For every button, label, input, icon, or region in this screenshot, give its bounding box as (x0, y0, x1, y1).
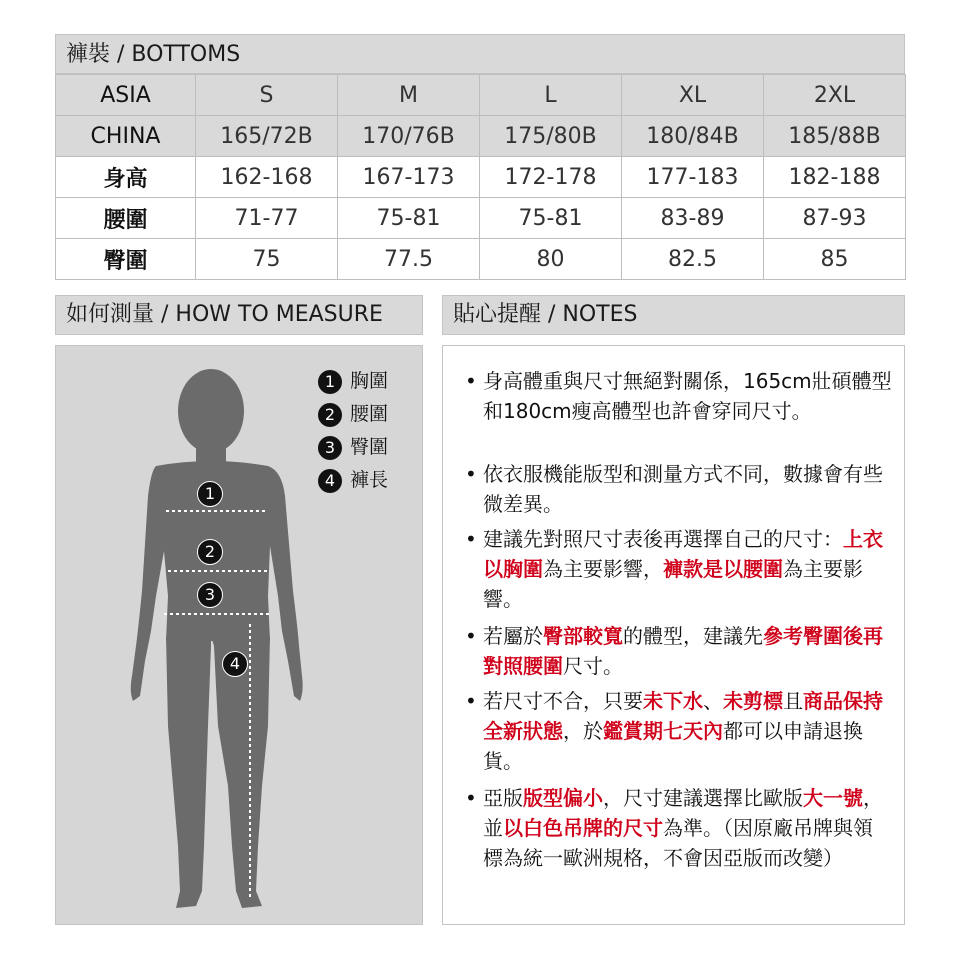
size-cell: 175/80B (480, 116, 622, 157)
size-table-row (56, 116, 906, 157)
size-cell: 165/72B (196, 116, 338, 157)
note-item (467, 459, 892, 519)
size-table (55, 74, 906, 280)
legend-number: 4 (318, 469, 342, 493)
body-marker-length: 4 (222, 651, 248, 677)
note-text (483, 686, 892, 776)
note-segment: ，並 (483, 786, 883, 840)
size-cell: 75-81 (338, 198, 480, 239)
note-segment: 都可以申請退換貨。 (483, 719, 863, 773)
bullet-icon: • (465, 527, 477, 551)
size-cell: M (338, 75, 480, 116)
body-marker-hip: 3 (197, 582, 223, 608)
legend-item-hip (318, 434, 388, 460)
size-cell: 170/76B (338, 116, 480, 157)
legend-label: 胸圍 (350, 370, 389, 392)
size-cell: 85 (764, 239, 906, 280)
legend-label: 臀圍 (350, 436, 389, 458)
size-cell: 75 (196, 239, 338, 280)
size-row-label: 身高 (56, 157, 196, 198)
note-segment: 依衣服機能版型和測量方式不同，數據會有些微差異。 (483, 462, 883, 516)
legend-item-length (318, 467, 388, 493)
size-cell: 182-188 (764, 157, 906, 198)
note-segment: ，尺寸建議選擇比歐版 (603, 786, 803, 810)
legend-item-chest (318, 368, 388, 394)
legend-label: 腰圍 (350, 403, 389, 425)
notes-section-title: 貼心提醒 / NOTES (442, 295, 905, 335)
note-segment: 為主要影響。 (483, 557, 863, 611)
bullet-icon: • (465, 624, 477, 648)
size-cell: 87-93 (764, 198, 906, 239)
note-highlight: 商品保持全新狀態 (483, 689, 883, 743)
note-highlight: 上衣以胸圍 (483, 527, 883, 581)
bullet-icon: • (465, 369, 477, 393)
size-row-label: CHINA (56, 116, 196, 157)
size-cell: 82.5 (622, 239, 764, 280)
note-item (467, 366, 892, 426)
body-marker-waist: 2 (197, 539, 223, 565)
bullet-icon: • (465, 689, 477, 713)
legend-number: 1 (318, 370, 342, 394)
note-segment: 、 (703, 689, 723, 713)
size-table-row (56, 157, 906, 198)
body-marker-chest: 1 (197, 481, 223, 507)
size-row-label: ASIA (56, 75, 196, 116)
note-item (467, 524, 892, 614)
measure-section-title: 如何測量 / HOW TO MEASURE (55, 295, 423, 335)
note-segment: 的體型，建議先 (623, 624, 763, 648)
note-highlight: 大一號 (803, 786, 863, 810)
size-table-row (56, 75, 906, 116)
note-highlight: 參考臀圍後再對照腰圍 (483, 624, 883, 678)
size-cell: 162-168 (196, 157, 338, 198)
note-text (483, 783, 892, 873)
note-segment: 亞版 (483, 786, 523, 810)
size-cell: 77.5 (338, 239, 480, 280)
size-cell: 75-81 (480, 198, 622, 239)
body-silhouette-icon (56, 346, 424, 926)
measure-panel (55, 345, 423, 925)
note-segment: 且 (783, 689, 803, 713)
note-highlight: 褲款是以腰圍 (663, 557, 783, 581)
notes-panel (442, 345, 905, 925)
size-table-section (55, 34, 905, 274)
size-table-row (56, 198, 906, 239)
size-cell: L (480, 75, 622, 116)
note-text (483, 524, 892, 614)
bullet-icon: • (465, 462, 477, 486)
size-cell: S (196, 75, 338, 116)
note-segment: 若尺寸不合，只要 (483, 689, 643, 713)
note-highlight: 未剪標 (723, 689, 783, 713)
size-row-label: 臀圍 (56, 239, 196, 280)
note-segment: 建議先對照尺寸表後再選擇自己的尺寸： (483, 527, 843, 551)
size-cell: 172-178 (480, 157, 622, 198)
note-item (467, 783, 892, 873)
legend-item-waist (318, 401, 388, 427)
size-cell: 83-89 (622, 198, 764, 239)
note-text (483, 366, 892, 426)
bullet-icon: • (465, 786, 477, 810)
note-segment: 身高體重與尺寸無絕對關係，165cm壯碩體型和180cm瘦高體型也許會穿同尺寸。 (483, 369, 892, 423)
note-text (483, 459, 892, 519)
size-cell: 177-183 (622, 157, 764, 198)
note-segment: 為準。（因原廠吊牌與領標為統一歐洲規格，不會因亞版而改變） (483, 816, 873, 870)
note-text (483, 621, 892, 681)
size-cell: 71-77 (196, 198, 338, 239)
size-cell: 180/84B (622, 116, 764, 157)
note-highlight: 版型偏小 (523, 786, 603, 810)
note-segment: 為主要影響， (543, 557, 663, 581)
size-row-label: 腰圍 (56, 198, 196, 239)
size-cell: 2XL (764, 75, 906, 116)
legend-label: 褲長 (350, 469, 389, 491)
note-segment: ，於 (563, 719, 603, 743)
size-table-row (56, 239, 906, 280)
size-table-title: 褲裝 / BOTTOMS (55, 34, 905, 74)
note-highlight: 鑑賞期七天內 (603, 719, 723, 743)
legend-number: 2 (318, 403, 342, 427)
note-item (467, 621, 892, 681)
note-highlight: 以白色吊牌的尺寸 (503, 816, 663, 840)
size-cell: 167-173 (338, 157, 480, 198)
note-segment: 若屬於 (483, 624, 543, 648)
note-highlight: 未下水 (643, 689, 703, 713)
size-cell: 80 (480, 239, 622, 280)
note-item (467, 686, 892, 776)
size-cell: XL (622, 75, 764, 116)
note-highlight: 臀部較寬 (543, 624, 623, 648)
size-cell: 185/88B (764, 116, 906, 157)
legend-number: 3 (318, 436, 342, 460)
note-segment: 尺寸。 (563, 654, 623, 678)
